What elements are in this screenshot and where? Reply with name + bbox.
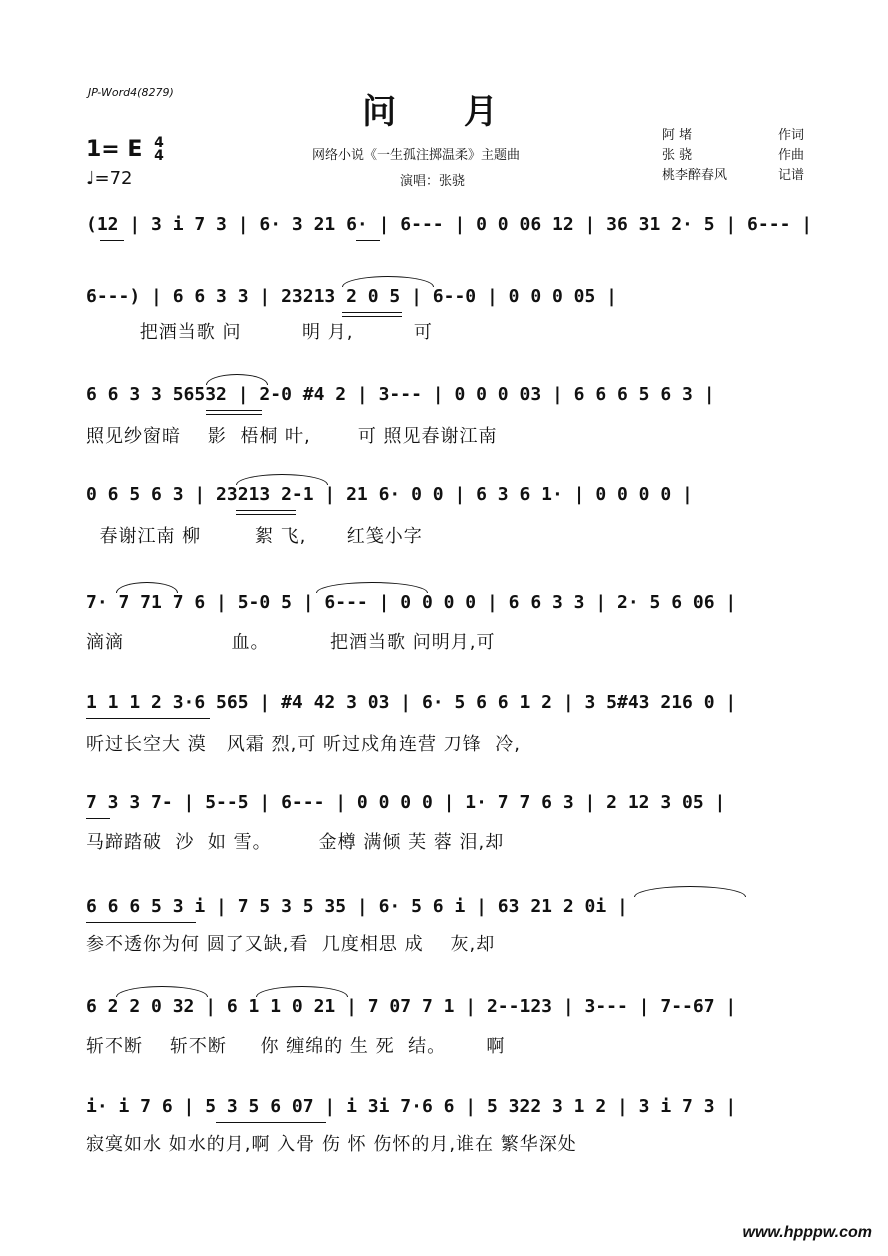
score-line — [86, 384, 806, 447]
lyrics: 听过长空大 漠 风霜 烈,可 听过戍角连营 刀锋 冷, — [86, 734, 521, 755]
score-line — [86, 896, 806, 956]
credit-lyricist: 阿 堵 作词 — [662, 128, 804, 143]
lyrics: 参不透你为何 圆了又缺,看 几度相思 成 灰,却 — [86, 934, 496, 955]
lyrics: 马蹄踏破 沙 如 雪。 金樽 满倾 芙 蓉 泪,却 — [86, 832, 505, 853]
notation: 6 6 6 5 3 i | 7 5 3 5 35 | 6· 5 6 i | 63 21 2 0i | — [86, 896, 628, 917]
lyrics: 照见纱窗暗 影 梧桐 叶, 可 照见春谢江南 — [86, 426, 498, 447]
notation: i· i 7 6 | 5 3 5 6 07 | i 3i 7·6 6 | 5 322 3 1 2 | 3 i 7 3 | — [86, 1096, 737, 1117]
notation: 7· 7 71 7 6 | 5-0 5 | 6--- | 0 0 0 0 | 6 6 3 3 | 2· 5 6 06 | — [86, 592, 737, 613]
score-line — [86, 692, 806, 755]
lyrics: 滴滴 血。 把酒当歌 问明月,可 — [86, 632, 496, 653]
score-line — [86, 792, 806, 852]
time-signature — [154, 137, 164, 163]
notation: 6 6 3 3 56532 | 2-0 #4 2 | 3--- | 0 0 0 03 | 6 6 6 5 6 3 | — [86, 384, 715, 405]
score-line — [86, 1096, 806, 1156]
score-line — [86, 214, 813, 274]
singer: 演唱：张骁 — [400, 174, 466, 189]
notation: 6---) | 6 6 3 3 | 23213 2 0 5 | 6--0 | 0 0 0 05 | — [86, 286, 618, 307]
tempo-marking: ♩=72 — [86, 168, 133, 189]
site-watermark: www.hpppw.com — [742, 1224, 872, 1241]
subtitle: 网络小说《一生孤注掷温柔》主题曲 — [312, 148, 521, 163]
score-line — [86, 286, 806, 346]
lyrics: 寂寞如水 如水的月,啊 入骨 伤 怀 伤怀的月,谁在 繁华深处 — [86, 1134, 577, 1155]
lyrics: 斩不断 斩不断 你 缠绵的 生 死 结。 啊 — [86, 1036, 506, 1057]
score-line — [86, 592, 806, 652]
notation: 0 6 5 6 3 | 23213 2-1 | 21 6· 0 0 | 6 3 6 1· | 0 0 0 0 | — [86, 484, 693, 505]
lyrics: 把酒当歌 问 明 月, 可 — [86, 322, 433, 343]
doc-tag: JP-Word4(8279) — [88, 86, 174, 99]
notation: 7 3 3 7- | 5--5 | 6--- | 0 0 0 0 | 1· 7 7 6 3 | 2 12 3 05 | — [86, 792, 726, 813]
key-label: 1= E — [86, 137, 143, 162]
time-numerator: 4 — [154, 135, 164, 151]
notation: 6 2 2 0 32 | 6 1 1 0 21 | 7 07 7 1 | 2--123 | 3--- | 7--67 | — [86, 996, 737, 1017]
time-denominator: 4 — [154, 148, 164, 164]
score-line — [86, 996, 806, 1056]
credits — [662, 126, 804, 186]
score-line — [86, 484, 806, 547]
key-signature — [86, 137, 164, 163]
notation: 1 1 1 2 3·6 565 | #4 42 3 03 | 6· 5 6 6 1 2 | 3 5#43 216 0 | — [86, 692, 737, 713]
credit-transcriber: 桃李醉春风 记谱 — [662, 168, 804, 183]
lyrics: 春谢江南 柳 絮 飞, 红笺小字 — [86, 526, 423, 547]
credit-composer: 张 骁 作曲 — [662, 148, 804, 163]
notation: (12 | 3 i 7 3 | 6· 3 21 6· | 6--- | 0 0 06 12 | 36 31 2· 5 | 6--- | — [86, 214, 813, 235]
song-title: 问 月 — [362, 92, 526, 132]
